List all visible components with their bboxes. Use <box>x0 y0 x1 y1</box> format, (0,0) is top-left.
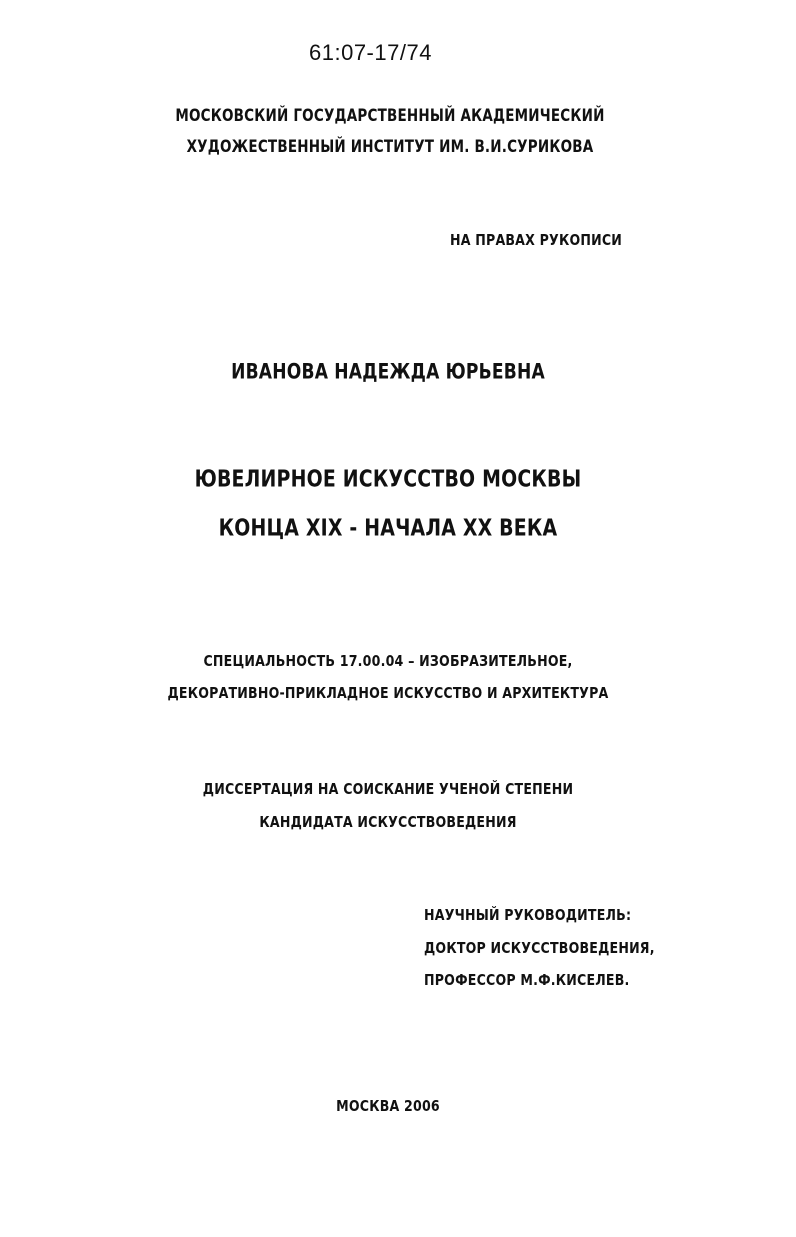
institution-line-1: МОСКОВСКИЙ ГОСУДАРСТВЕННЫЙ АКАДЕМИЧЕСКИЙ <box>175 105 605 126</box>
degree-line-2: КАНДИДАТА ИСКУССТВОВЕДЕНИЯ <box>259 813 517 832</box>
supervisor-line-2: ДОКТОР ИСКУССТВОВЕДЕНИЯ, <box>424 939 655 958</box>
specialty-line-1: СПЕЦИАЛЬНОСТЬ 17.00.04 – ИЗОБРАЗИТЕЛЬНОЕ, <box>203 652 573 671</box>
supervisor-line-1: НАУЧНЫЙ РУКОВОДИТЕЛЬ: <box>424 906 632 925</box>
institution-line-2: ХУДОЖЕСТВЕННЫЙ ИНСТИТУТ ИМ. В.И.СУРИКОВА <box>186 136 594 157</box>
place-and-year: МОСКВА 2006 <box>336 1097 440 1116</box>
catalog-code: 61:07-17/74 <box>309 40 432 65</box>
degree-line-1: ДИССЕРТАЦИЯ НА СОИСКАНИЕ УЧЕНОЙ СТЕПЕНИ <box>202 780 574 799</box>
dissertation-title-line-1: ЮВЕЛИРНОЕ ИСКУССТВО МОСКВЫ <box>194 465 582 493</box>
specialty-line-2: ДЕКОРАТИВНО-ПРИКЛАДНОЕ ИСКУССТВО И АРХИТЕКТУРА <box>167 684 609 703</box>
supervisor-line-3: ПРОФЕССОР М.Ф.КИСЕЛЕВ. <box>424 971 630 990</box>
author-name: ИВАНОВА НАДЕЖДА ЮРЬЕВНА <box>231 359 545 384</box>
dissertation-title-line-2: КОНЦА XIX - НАЧАЛА XX ВЕКА <box>218 514 558 542</box>
manuscript-rights-note: НА ПРАВАХ РУКОПИСИ <box>450 231 623 250</box>
